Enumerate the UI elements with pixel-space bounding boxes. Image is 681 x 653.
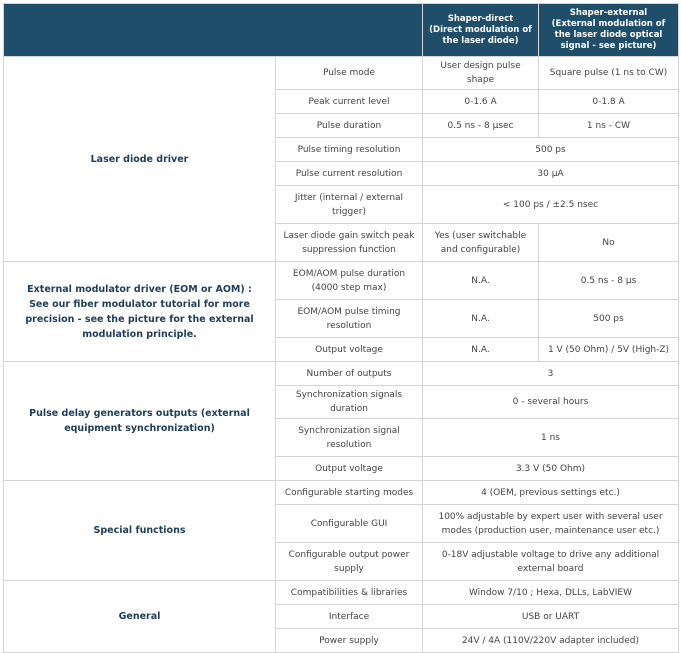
value-shared: 1 ns bbox=[423, 419, 679, 457]
value-shared: 30 µA bbox=[423, 162, 679, 186]
table-row bbox=[4, 57, 679, 90]
header-blank-cell bbox=[4, 4, 423, 57]
param-label: Pulse mode bbox=[276, 57, 423, 90]
value-shared: 500 ps bbox=[423, 138, 679, 162]
value-external: 1 ns - CW bbox=[539, 114, 679, 138]
value-external: 0.5 ns - 8 µs bbox=[539, 262, 679, 300]
specifications-table bbox=[3, 3, 679, 653]
param-label: Synchronization signals duration bbox=[276, 386, 423, 419]
table-row bbox=[4, 481, 679, 505]
value-direct: 0-1.6 A bbox=[423, 90, 539, 114]
section-general: General bbox=[4, 581, 276, 653]
param-label: Synchronization signal resolution bbox=[276, 419, 423, 457]
section-external-modulator-driver: External modulator driver (EOM or AOM) : See our fiber modulator tutorial for more precision - see the picture for the external modulation principle. bbox=[4, 262, 276, 362]
value-direct: User design pulse shape bbox=[423, 57, 539, 90]
value-shared: 3.3 V (50 Ohm) bbox=[423, 457, 679, 481]
param-label: Jitter (internal / external trigger) bbox=[276, 186, 423, 224]
param-label: EOM/AOM pulse timing resolution bbox=[276, 300, 423, 338]
header-shaper-external: Shaper-external (External modulation of the laser diode optical signal - see picture) bbox=[539, 4, 679, 57]
param-label: Pulse duration bbox=[276, 114, 423, 138]
param-label: Configurable GUI bbox=[276, 505, 423, 543]
table-row bbox=[4, 262, 679, 300]
value-shared: 24V / 4A (110V/220V adapter included) bbox=[423, 629, 679, 653]
section-laser-diode-driver: Laser diode driver bbox=[4, 57, 276, 262]
value-shared: 0 - several hours bbox=[423, 386, 679, 419]
value-direct: N.A. bbox=[423, 262, 539, 300]
value-external: 1 V (50 Ohm) / 5V (High-Z) bbox=[539, 338, 679, 362]
value-shared: 4 (OEM, previous settings etc.) bbox=[423, 481, 679, 505]
param-label: Number of outputs bbox=[276, 362, 423, 386]
table-header-row bbox=[4, 4, 679, 57]
param-label: Laser diode gain switch peak suppression function bbox=[276, 224, 423, 262]
value-direct: N.A. bbox=[423, 338, 539, 362]
value-shared: < 100 ps / ±2.5 nsec bbox=[423, 186, 679, 224]
section-special-functions: Special functions bbox=[4, 481, 276, 581]
param-label: Interface bbox=[276, 605, 423, 629]
section-pulse-delay-generators: Pulse delay generators outputs (external equipment synchronization) bbox=[4, 362, 276, 481]
param-label: Configurable output power supply bbox=[276, 543, 423, 581]
param-label: Power supply bbox=[276, 629, 423, 653]
param-label: Output voltage bbox=[276, 338, 423, 362]
param-label: Configurable starting modes bbox=[276, 481, 423, 505]
header-shaper-direct: Shaper-direct (Direct modulation of the laser diode) bbox=[423, 4, 539, 57]
param-label: Pulse current resolution bbox=[276, 162, 423, 186]
value-external: No bbox=[539, 224, 679, 262]
value-shared: 100% adjustable by expert user with several user modes (production user, maintenance user etc.) bbox=[423, 505, 679, 543]
param-label: Compatibilities & libraries bbox=[276, 581, 423, 605]
value-shared: USB or UART bbox=[423, 605, 679, 629]
value-external: 500 ps bbox=[539, 300, 679, 338]
param-label: Peak current level bbox=[276, 90, 423, 114]
value-direct: Yes (user switchable and configurable) bbox=[423, 224, 539, 262]
value-direct: 0.5 ns - 8 µsec bbox=[423, 114, 539, 138]
param-label: Output voltage bbox=[276, 457, 423, 481]
value-shared: Window 7/10 ; Hexa, DLLs, LabVIEW bbox=[423, 581, 679, 605]
value-external: 0-1.8 A bbox=[539, 90, 679, 114]
value-external: Square pulse (1 ns to CW) bbox=[539, 57, 679, 90]
table-row bbox=[4, 362, 679, 386]
value-shared: 3 bbox=[423, 362, 679, 386]
param-label: EOM/AOM pulse duration (4000 step max) bbox=[276, 262, 423, 300]
value-shared: 0-18V adjustable voltage to drive any additional external board bbox=[423, 543, 679, 581]
value-direct: N.A. bbox=[423, 300, 539, 338]
table-row bbox=[4, 581, 679, 605]
param-label: Pulse timing resolution bbox=[276, 138, 423, 162]
